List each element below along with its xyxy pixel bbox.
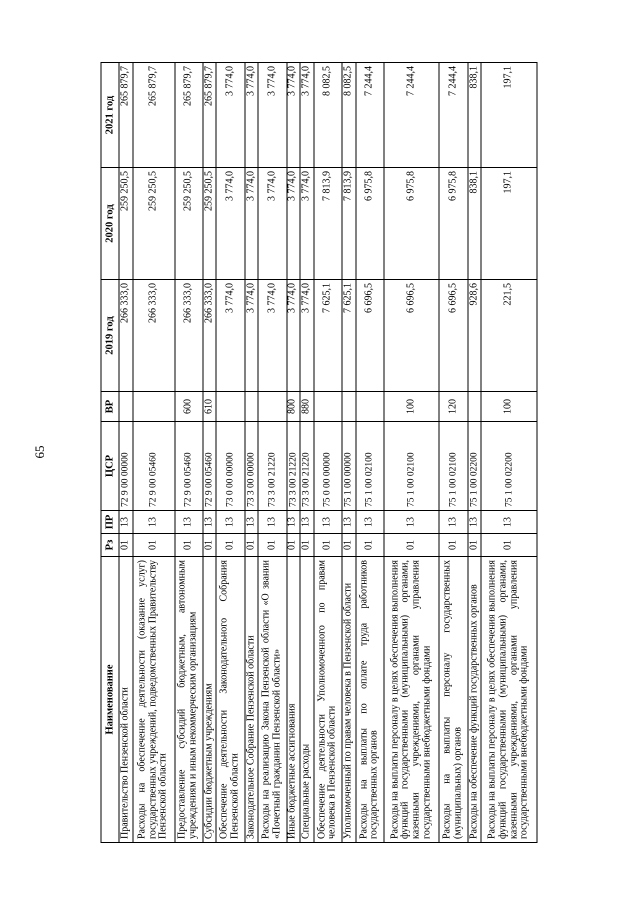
cell-rz: 01 (439, 534, 467, 557)
cell-2020: 3 774,0 (245, 168, 259, 280)
cell-vr (133, 392, 175, 422)
cell-name: Расходы на выплаты персоналу государственных (муниципальных) органов (439, 557, 467, 843)
cell-2020: 3 774,0 (216, 168, 244, 280)
cell-2021: 3 774,0 (245, 63, 259, 168)
cell-rz: 01 (314, 534, 342, 557)
table-row (384, 63, 440, 843)
cell-pr: 13 (133, 511, 175, 534)
cell-csr: 75 1 00 02100 (384, 422, 440, 511)
cell-pr: 13 (468, 511, 482, 534)
cell-2021: 197,1 (481, 63, 537, 168)
cell-rz: 01 (384, 534, 440, 557)
cell-pr: 13 (439, 511, 467, 534)
cell-2020: 7 813,9 (342, 168, 356, 280)
cell-pr: 13 (342, 511, 356, 534)
cell-2019: 266 333,0 (175, 280, 203, 392)
cell-csr: 75 1 00 02100 (356, 422, 384, 511)
cell-name: Расходы на выплаты персоналу в целях обеспечения выполнения функций государственными (муниципальными) органами, казенными учреждениями, органами управления государственными внебюджетными фондами (384, 557, 440, 843)
table-row (300, 63, 314, 843)
table-row (481, 63, 537, 843)
cell-name: Законодательное Собрание Пензенской области (245, 557, 259, 843)
cell-2020: 259 250,5 (133, 168, 175, 280)
cell-name: Обеспечение деятельности Законодательного Собрания Пензенской области (216, 557, 244, 843)
cell-2019: 3 774,0 (245, 280, 259, 392)
cell-csr: 73 0 00 00000 (216, 422, 244, 511)
cell-name: Расходы на выплаты персоналу в целях обеспечения выполнения функций государственными (муниципальными) органами, казенными учреждениями, органами управления государственными внебюджетными фондами (481, 557, 537, 843)
cell-2019: 6 696,5 (384, 280, 440, 392)
cell-pr: 13 (119, 511, 133, 534)
cell-2020: 197,1 (481, 168, 537, 280)
cell-2019: 6 696,5 (439, 280, 467, 392)
cell-vr: 800 (287, 392, 301, 422)
cell-pr: 13 (258, 511, 286, 534)
cell-rz: 01 (356, 534, 384, 557)
cell-2020: 838,1 (468, 168, 482, 280)
cell-csr: 72 9 00 00000 (119, 422, 133, 511)
table-row (287, 63, 301, 843)
table-row (133, 63, 175, 843)
cell-vr (314, 392, 342, 422)
cell-pr: 13 (300, 511, 314, 534)
cell-2019: 266 333,0 (203, 280, 217, 392)
cell-2021: 3 774,0 (216, 63, 244, 168)
cell-2019: 266 333,0 (133, 280, 175, 392)
cell-pr: 13 (356, 511, 384, 534)
header-2019: 2019 год (101, 280, 119, 392)
cell-vr: 600 (175, 392, 203, 422)
cell-2020: 7 813,9 (314, 168, 342, 280)
header-2020: 2020 год (101, 168, 119, 280)
cell-vr: 100 (384, 392, 440, 422)
header-2021: 2021 год (101, 63, 119, 168)
cell-2020: 259 250,5 (203, 168, 217, 280)
page-number-text: 65 (32, 445, 47, 459)
cell-name: Субсидии бюджетным учреждениям (203, 557, 217, 843)
table-row (439, 63, 467, 843)
cell-pr: 13 (287, 511, 301, 534)
cell-name: Предоставление субсидий бюджетным, автономным учреждениям и иным некоммерческим организациям (175, 557, 203, 843)
cell-rz: 01 (175, 534, 203, 557)
cell-rz: 01 (133, 534, 175, 557)
cell-csr: 72 9 00 05460 (175, 422, 203, 511)
table-row (203, 63, 217, 843)
cell-name: Расходы на обеспечение деятельности (оказание услуг) государственных учреждений, подведомственных Правительству Пензенской области (133, 557, 175, 843)
cell-2020: 3 774,0 (300, 168, 314, 280)
cell-vr (258, 392, 286, 422)
header-rz: Рз (101, 534, 119, 557)
cell-rz: 01 (287, 534, 301, 557)
cell-pr: 13 (481, 511, 537, 534)
cell-2021: 3 774,0 (258, 63, 286, 168)
cell-2021: 265 879,7 (203, 63, 217, 168)
cell-csr: 73 3 00 21220 (258, 422, 286, 511)
cell-2021: 8 082,5 (342, 63, 356, 168)
cell-vr (356, 392, 384, 422)
cell-2020: 259 250,5 (119, 168, 133, 280)
cell-2019: 928,6 (468, 280, 482, 392)
cell-csr: 73 3 00 00000 (245, 422, 259, 511)
cell-pr: 13 (384, 511, 440, 534)
cell-vr: 610 (203, 392, 217, 422)
cell-csr: 72 9 00 05460 (203, 422, 217, 511)
cell-vr: 120 (439, 392, 467, 422)
cell-rz: 01 (468, 534, 482, 557)
header-name: Наименование (101, 557, 119, 843)
table-row (356, 63, 384, 843)
cell-2021: 8 082,5 (314, 63, 342, 168)
cell-name: Расходы на обеспечение функций государственных органов (468, 557, 482, 843)
cell-2021: 7 244,4 (439, 63, 467, 168)
cell-pr: 13 (203, 511, 217, 534)
cell-rz: 01 (300, 534, 314, 557)
cell-2021: 7 244,4 (356, 63, 384, 168)
cell-2021: 265 879,7 (119, 63, 133, 168)
cell-2021: 265 879,7 (175, 63, 203, 168)
cell-name: Уполномоченный по правам человека в Пензенской области (342, 557, 356, 843)
cell-vr (245, 392, 259, 422)
cell-pr: 13 (175, 511, 203, 534)
cell-vr: 880 (300, 392, 314, 422)
cell-2020: 3 774,0 (287, 168, 301, 280)
cell-csr: 72 9 00 05460 (133, 422, 175, 511)
cell-2019: 7 625,1 (314, 280, 342, 392)
table-header-row (101, 63, 119, 843)
cell-2019: 3 774,0 (258, 280, 286, 392)
cell-2020: 6 975,8 (439, 168, 467, 280)
cell-vr: 100 (481, 392, 537, 422)
cell-pr: 13 (314, 511, 342, 534)
cell-2020: 6 975,8 (356, 168, 384, 280)
cell-pr: 13 (216, 511, 244, 534)
cell-name: Иные бюджетные ассигнования (287, 557, 301, 843)
table-row (175, 63, 203, 843)
cell-rz: 01 (481, 534, 537, 557)
cell-name: Обеспечение деятельности Уполномоченного по правам человека в Пензенской области (314, 557, 342, 843)
cell-2020: 6 975,8 (384, 168, 440, 280)
cell-2020: 259 250,5 (175, 168, 203, 280)
header-vr: ВР (101, 392, 119, 422)
cell-2019: 3 774,0 (287, 280, 301, 392)
cell-2019: 3 774,0 (216, 280, 244, 392)
cell-csr: 73 3 00 21220 (300, 422, 314, 511)
cell-vr (216, 392, 244, 422)
cell-name: Правительство Пензенской области (119, 557, 133, 843)
cell-name: Специальные расходы (300, 557, 314, 843)
cell-2019: 221,5 (481, 280, 537, 392)
budget-table (101, 62, 538, 843)
table-row (216, 63, 244, 843)
cell-2021: 265 879,7 (133, 63, 175, 168)
cell-csr: 75 1 00 00000 (342, 422, 356, 511)
cell-csr: 75 0 00 00000 (314, 422, 342, 511)
cell-vr (468, 392, 482, 422)
cell-vr (342, 392, 356, 422)
cell-rz: 01 (245, 534, 259, 557)
cell-rz: 01 (119, 534, 133, 557)
cell-rz: 01 (216, 534, 244, 557)
cell-rz: 01 (342, 534, 356, 557)
cell-2019: 3 774,0 (300, 280, 314, 392)
header-csr: ЦСР (101, 422, 119, 511)
table-row (258, 63, 286, 843)
cell-csr: 75 1 00 02200 (468, 422, 482, 511)
table-row (342, 63, 356, 843)
header-pr: ПР (101, 511, 119, 534)
cell-2019: 7 625,1 (342, 280, 356, 392)
cell-name: Расходы на реализацию Закона Пензенской области «О звании «Почетный гражданин Пензенской области» (258, 557, 286, 843)
cell-vr (119, 392, 133, 422)
cell-name: Расходы на выплаты по оплате труда работников государственных органов (356, 557, 384, 843)
cell-2021: 7 244,4 (384, 63, 440, 168)
cell-csr: 75 1 00 02100 (439, 422, 467, 511)
budget-table-container (101, 63, 538, 843)
cell-2019: 6 696,5 (356, 280, 384, 392)
cell-rz: 01 (203, 534, 217, 557)
cell-2021: 838,1 (468, 63, 482, 168)
cell-2019: 266 333,0 (119, 280, 133, 392)
cell-csr: 75 1 00 02200 (481, 422, 537, 511)
cell-csr: 73 3 00 21220 (287, 422, 301, 511)
table-row (245, 63, 259, 843)
cell-2021: 3 774,0 (287, 63, 301, 168)
cell-2020: 3 774,0 (258, 168, 286, 280)
table-row (314, 63, 342, 843)
table-row (468, 63, 482, 843)
cell-rz: 01 (258, 534, 286, 557)
cell-2021: 3 774,0 (300, 63, 314, 168)
table-row (119, 63, 133, 843)
cell-pr: 13 (245, 511, 259, 534)
